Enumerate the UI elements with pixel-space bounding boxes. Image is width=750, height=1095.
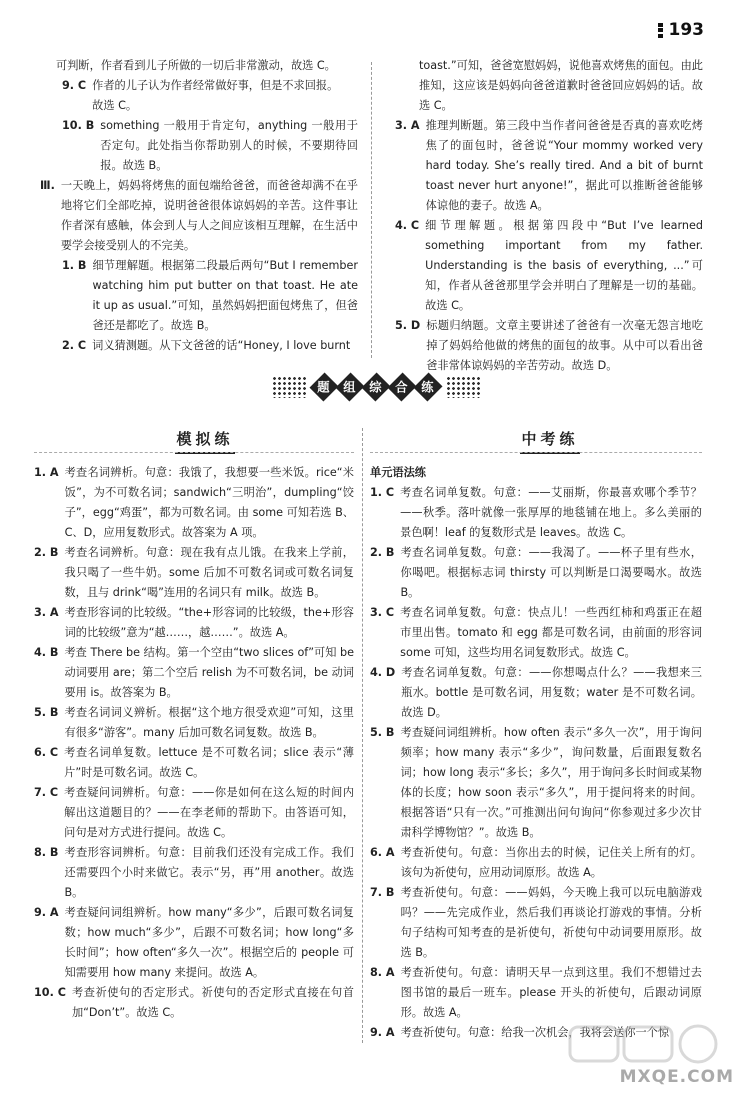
answer-text: 考查 There be 结构。第一个空由“two slices of”可知 be 动词要用 are；第二个空后 relish 为不可数名词，be 动词要用 is。故答案为 B。 [64, 646, 354, 699]
bottom-right-column [370, 463, 702, 1043]
answer-number: 1. C [370, 486, 395, 499]
answer-item [370, 843, 702, 883]
answer-number: 6. A [370, 846, 395, 859]
answer-number: 4. B [34, 646, 59, 659]
answer-item [56, 76, 358, 116]
answer-number: 2. B [34, 546, 59, 559]
continued-text: toast.”可知，爸爸宽慰妈妈，说他喜欢烤焦的面包。由此推知，这应该是妈妈向爸爸道歉时爸爸回应妈妈的话。故选 C。 [419, 59, 703, 112]
banner-dots-right-icon [446, 376, 480, 398]
answer-text: 考查形容词辨析。句意：目前我们还没有完成工作。我们还需要四个小时来做它。表示“另，再”用 another。故选 B。 [64, 846, 354, 899]
answer-number: 2. B [370, 546, 395, 559]
answer-text: 考查祈使句。句意：给我一次机会，我将会送你一个惊 [400, 1026, 670, 1039]
answer-number: 7. C [34, 786, 59, 799]
continued-text: 可判断，作者看到儿子所做的一切后非常激动，故选 C。 [56, 59, 336, 72]
answer-number: 2. C [62, 339, 87, 352]
answer-item [34, 463, 354, 543]
answer-text: 考查名词单复数。句意：——你想喝点什么？——我想来三瓶水。bottle 是可数名词，用复数；water 是不可数名词。故选 D。 [401, 666, 702, 719]
column-divider-top [371, 62, 372, 358]
answer-item [34, 703, 354, 743]
heading-rule [370, 452, 702, 453]
answer-item [56, 336, 358, 356]
watermark-text: MXQE.COM [619, 1067, 734, 1087]
page-marker-icon [658, 23, 663, 38]
banner-char: 练 [414, 373, 443, 402]
answer-text: 细节理解题。根据第二段最后两句“But I remember watching him put butter on that toast. He ate it up as usual.”可知，虽然妈妈把面包烤焦了，但爸爸还是都吃了。故选 B。 [92, 259, 358, 332]
answer-number: 1. B [62, 259, 87, 272]
answer-text: 考查疑问词组辨析。how often 表示“多久一次”，用于询问频率；how many 表示“多少”，询问数量，后面跟复数名词；how long 表示“多长；多久”，用于询问多长时间或某物体的长度；how soon 表示“多久”，用于提问将来的时间。根据答语“只有一次。”可推测出问句询问“你参观过多少次甘肃科学博物馆？”。故选 B。 [400, 726, 702, 839]
answer-item [34, 643, 354, 703]
answer-number: 10. B [62, 119, 95, 132]
answer-number: 8. B [34, 846, 59, 859]
answer-number: 3. C [370, 606, 395, 619]
page-number-text: 193 [668, 20, 704, 40]
section-number: Ⅲ. [40, 179, 55, 192]
answer-text: 考查名词辨析。句意：我饿了，我想要一些米饭。rice“米饭”，为不可数名词；sandwich“三明治”，dumpling“饺子”，egg“鸡蛋”，都为可数名词。由 some 可知若选 B、C、D，应用复数形式。故答案为 A 项。 [64, 466, 354, 539]
answer-text: 考查疑问词辨析。句意：——你是如何在这么短的时间内解出这道题目的？——在李老师的帮助下。由答语可知，问句是对方式进行提问。故选 C。 [64, 786, 354, 839]
answer-item [34, 603, 354, 643]
answer-item [34, 903, 354, 983]
answer-text: 考查祈使句。句意：当你出去的时候，记住关上所有的灯。该句为祈使句，应用动词原形。故选 A。 [400, 846, 702, 879]
answer-number: 9. C [62, 79, 87, 92]
answer-text: 考查名词辨析。句意：现在我有点儿饿。在我来上学前，我只喝了一些牛奶。some 后加不可数名词或可数名词复数，且与 drink“喝”连用的名词只有 milk。故选 B。 [64, 546, 354, 599]
top-right-column [395, 56, 703, 376]
answer-text: 标题归纳题。文章主要讲述了爸爸有一次毫无怨言地吃掉了妈妈给他做的烤焦的面包的故事。从中可以看出爸爸非常体谅妈妈的辛苦劳动。故选 D。 [426, 319, 703, 372]
heading-rule [34, 452, 354, 453]
answer-text: 考查名词单复数。句意：——艾丽斯，你最喜欢哪个季节？——秋季。落叶就像一张厚厚的地毯铺在地上。多么美丽的景色啊！leaf 的复数形式是 leaves。故选 C。 [400, 486, 702, 539]
section-banner [258, 372, 494, 402]
answer-item [370, 483, 702, 543]
answer-item [34, 543, 354, 603]
top-left-column [40, 56, 358, 356]
left-section-heading: 模拟练 [150, 428, 260, 454]
answer-text: 细节理解题。根据第四段中“But I’ve learned something important from my father. Understanding is the basis of everything, ...”可知，作者从爸爸那里学会并明白了理解是一切的基础。故选 C。 [425, 219, 703, 312]
answer-text: 考查名词单复数。lettuce 是不可数名词；slice 表示“薄片”时是可数名词。故选 C。 [64, 746, 354, 779]
banner-title [312, 374, 440, 400]
page-number [658, 20, 705, 40]
answer-number: 3. A [395, 119, 420, 132]
banner-char: 题 [310, 373, 339, 402]
banner-char: 组 [336, 373, 365, 402]
answer-number: 5. B [34, 706, 59, 719]
answer-item [34, 843, 354, 903]
answer-number: 4. C [395, 219, 420, 232]
answer-number: 5. D [395, 319, 421, 332]
answer-item [370, 723, 702, 843]
answer-number: 1. A [34, 466, 59, 479]
subsection-heading: 单元语法练 [370, 466, 426, 479]
passage-summary [40, 176, 358, 256]
answer-number: 7. B [370, 886, 395, 899]
answer-text: 作者的儿子认为作者经常做好事，但是不求回报。 故选 C。 [92, 79, 339, 112]
bottom-left-column [34, 463, 354, 1023]
answer-number: 6. C [34, 746, 59, 759]
answer-text: 考查疑问词组辨析。how many“多少”，后跟可数名词复数；how much“多少”，后跟不可数名词；how long“多长时间”；how often“多久一次”。根据空后的 people 可知需要用 how many 来提问。故选 A。 [64, 906, 354, 979]
banner-dots-left-icon [272, 376, 306, 398]
right-section-heading: 中考练 [495, 428, 605, 454]
answer-item [370, 663, 702, 723]
answer-item [370, 963, 702, 1023]
answer-item [395, 216, 703, 316]
answer-number: 5. B [370, 726, 395, 739]
banner-char: 合 [388, 373, 417, 402]
answer-text: 词义猜测题。从下文爸爸的话“Honey, I love burnt [92, 339, 351, 352]
answer-item [34, 983, 354, 1023]
answer-text: 考查名词单复数。句意：——我渴了。——杯子里有些水，你喝吧。根据标志词 thirsty 可以判断是口渴要喝水。故选 B。 [400, 546, 702, 599]
answer-item [370, 543, 702, 603]
answer-text: 考查祈使句的否定形式。祈使句的否定形式直接在句首加“Don’t”。故选 C。 [71, 986, 354, 1019]
answer-item [56, 256, 358, 336]
answer-number: 9. A [370, 1026, 395, 1039]
answer-number: 10. C [34, 986, 66, 999]
answer-text: 考查祈使句。句意：——妈妈，今天晚上我可以玩电脑游戏吗？——先完成作业，然后我们再谈论打游戏的事情。分析句子结构可知考查的是祈使句，祈使句中动词要用原形。故选 B。 [400, 886, 702, 959]
answer-item [370, 603, 702, 663]
answer-number: 9. A [34, 906, 59, 919]
answer-item [370, 883, 702, 963]
answer-number: 4. D [370, 666, 396, 679]
answer-item [56, 116, 358, 176]
answer-text: 推理判断题。第三段中当作者问爸爸是否真的喜欢吃烤焦了的面包时，爸爸说“Your mommy worked very hard today. She’s really tired. And a bit of burnt toast never hurt anyone!”，据此可以推断爸爸能够体谅他的妻子。故选 A。 [425, 119, 703, 212]
answer-text: something 一般用于肯定句，anything 一般用于否定句。此处指当你帮助别人的时候，不要期待回报。故选 B。 [100, 119, 358, 172]
answer-number: 3. A [34, 606, 59, 619]
answer-text: 考查形容词的比较级。“the+形容词的比较级，the+形容词的比较级”意为“越……，越……”。故选 A。 [64, 606, 354, 639]
summary-text: 一天晚上，妈妈将烤焦的面包端给爸爸，而爸爸却满不在乎地将它们全部吃掉，说明爸爸很体谅妈妈的辛苦。这件事让作者深有感触，体会到人与人之间应该相互理解，在生活中要学会接受别人的不完美。 [60, 179, 358, 252]
answer-number: 8. A [370, 966, 395, 979]
answer-text: 考查名词单复数。句意：快点儿！一些西红柿和鸡蛋正在超市里出售。tomato 和 egg 都是可数名词，由前面的形容词 some 可知，这些均用名词复数形式。故选 C。 [400, 606, 702, 659]
banner-char: 综 [362, 373, 391, 402]
answer-item [34, 783, 354, 843]
answer-item [395, 316, 703, 376]
column-divider-bottom [362, 428, 363, 1043]
answer-item [395, 116, 703, 216]
answer-text: 考查名词词义辨析。根据“这个地方很受欢迎”可知，这里有很多“游客”。many 后加可数名词复数。故选 B。 [64, 706, 354, 739]
answer-item [34, 743, 354, 783]
answer-text: 考查祈使句。句意：请明天早一点到这里。我们不想错过去图书馆的最后一班车。please 开头的祈使句，后跟动词原形。故选 A。 [400, 966, 702, 1019]
